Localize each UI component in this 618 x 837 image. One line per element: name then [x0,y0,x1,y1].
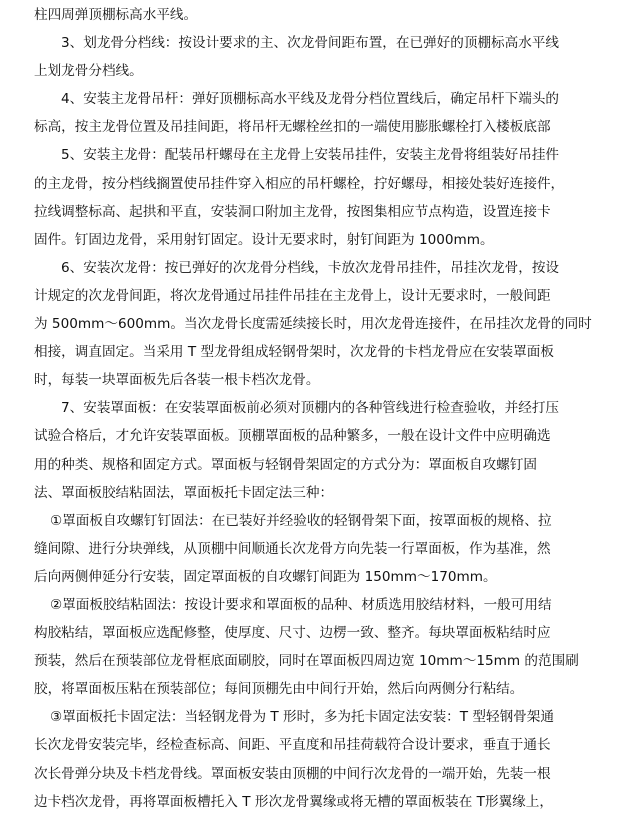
text-line: 6、安装次龙骨：按已弹好的次龙骨分档线，卡放次龙骨吊挂件，吊挂次龙骨，按设 [61,259,560,276]
text-line: 试验合格后，才允许安装罩面板。顶棚罩面板的品种繁多，一般在设计文件中应明确选 [34,428,551,445]
text-line: 法、罩面板胶结粘固法，罩面板托卡固定法三种： [34,484,334,501]
text-line: 构胶粘结，罩面板应选配修整，使厚度、尺寸、边楞一致、整齐。每块罩面板粘结时应 [34,625,551,642]
text-line: 用的种类、规格和固定方式。罩面板与轻钢骨架固定的方式分为：罩面板自攻螺钉固 [34,456,537,473]
text-line: 为 500mm～600mm。当次龙骨长度需延续接长时，用次龙骨连接件，在吊挂次龙骨的同时 [34,316,592,333]
text-line: 拉线调整标高、起拱和平直，安装洞口附加主龙骨，按图集相应节点构造，设置连接卡 [34,203,551,220]
text-line: 长次龙骨安装完毕，经检查标高、间距、平直度和吊挂荷载符合设计要求，垂直于通长 [34,737,551,754]
text-line: 7、安装罩面板：在安装罩面板前必须对顶棚内的各种管线进行检查验收，并经打压 [61,400,560,417]
text-line: 胶，将罩面板压粘在预装部位；每间顶棚先由中间行开始，然后向两侧分行粘结。 [34,681,524,698]
text-line: 计规定的次龙骨间距，将次龙骨通过吊挂件吊挂在主龙骨上，设计无要求时，一般间距 [34,287,551,304]
text-line: ②罩面板胶结粘固法：按设计要求和罩面板的品种、材质选用胶结材料，一般可用结 [50,596,552,613]
text-line: 柱四周弹顶棚标高水平线。 [34,7,198,23]
text-line: 缝间隙、进行分块弹线，从顶棚中间顺通长次龙骨方向先装一行罩面板，作为基准，然 [34,540,551,557]
text-line: 边卡档次龙骨，再将罩面板槽托入 T 形次龙骨翼缘或将无槽的罩面板装在 T形翼缘上， [34,793,553,810]
text-line: 4、安装主龙骨吊杆：弹好顶棚标高水平线及龙骨分档位置线后，确定吊杆下端头的 [61,91,560,108]
text-line: 相接，调直固定。当采用 T 型龙骨组成轻钢骨架时，次龙骨的卡档龙骨应在安装罩面板 [34,344,554,361]
text-line: 3、划龙骨分档线：按设计要求的主、次龙骨间距布置，在已弹好的顶棚标高水平线 [61,35,560,52]
text-line: 标高，按主龙骨位置及吊挂间距，将吊杆无螺栓丝扣的一端使用膨胀螺栓打入楼板底部 [34,119,551,136]
text-line: 的主龙骨，按分档线搁置使吊挂件穿入相应的吊杆螺栓，拧好螺母，相接处装好连接件， [34,175,565,192]
text-line: 预装，然后在预装部位龙骨框底面刷胶，同时在罩面板四周边宽 10mm～15mm 的范围刷 [34,653,579,670]
text-line: 次长骨弹分块及卡档龙骨线。罩面板安装由顶棚的中间行次龙骨的一端开始，先装一根 [34,765,551,782]
text-line: ③罩面板托卡固定法：当轻钢龙骨为 T 形时，多为托卡固定法安装：T 型轻钢骨架通 [50,709,554,726]
text-line: 后向两侧伸延分行安装，固定罩面板的自攻螺钉间距为 150mm～170mm。 [34,568,497,585]
document-page [0,1,618,837]
text-line: 时，每装一块罩面板先后各装一根卡档次龙骨。 [34,372,320,389]
text-line: 5、安装主龙骨：配装吊杆螺母在主龙骨上安装吊挂件，安装主龙骨将组装好吊挂件 [61,147,560,164]
text-line: ①罩面板自攻螺钉钉固法：在已装好并经验收的轻钢骨架下面，按罩面板的规格、拉 [50,512,552,529]
text-line: 固件。钉固边龙骨，采用射钉固定。设计无要求时，射钉间距为 1000mm。 [34,231,494,248]
text-line: 上划龙骨分档线。 [34,63,143,80]
